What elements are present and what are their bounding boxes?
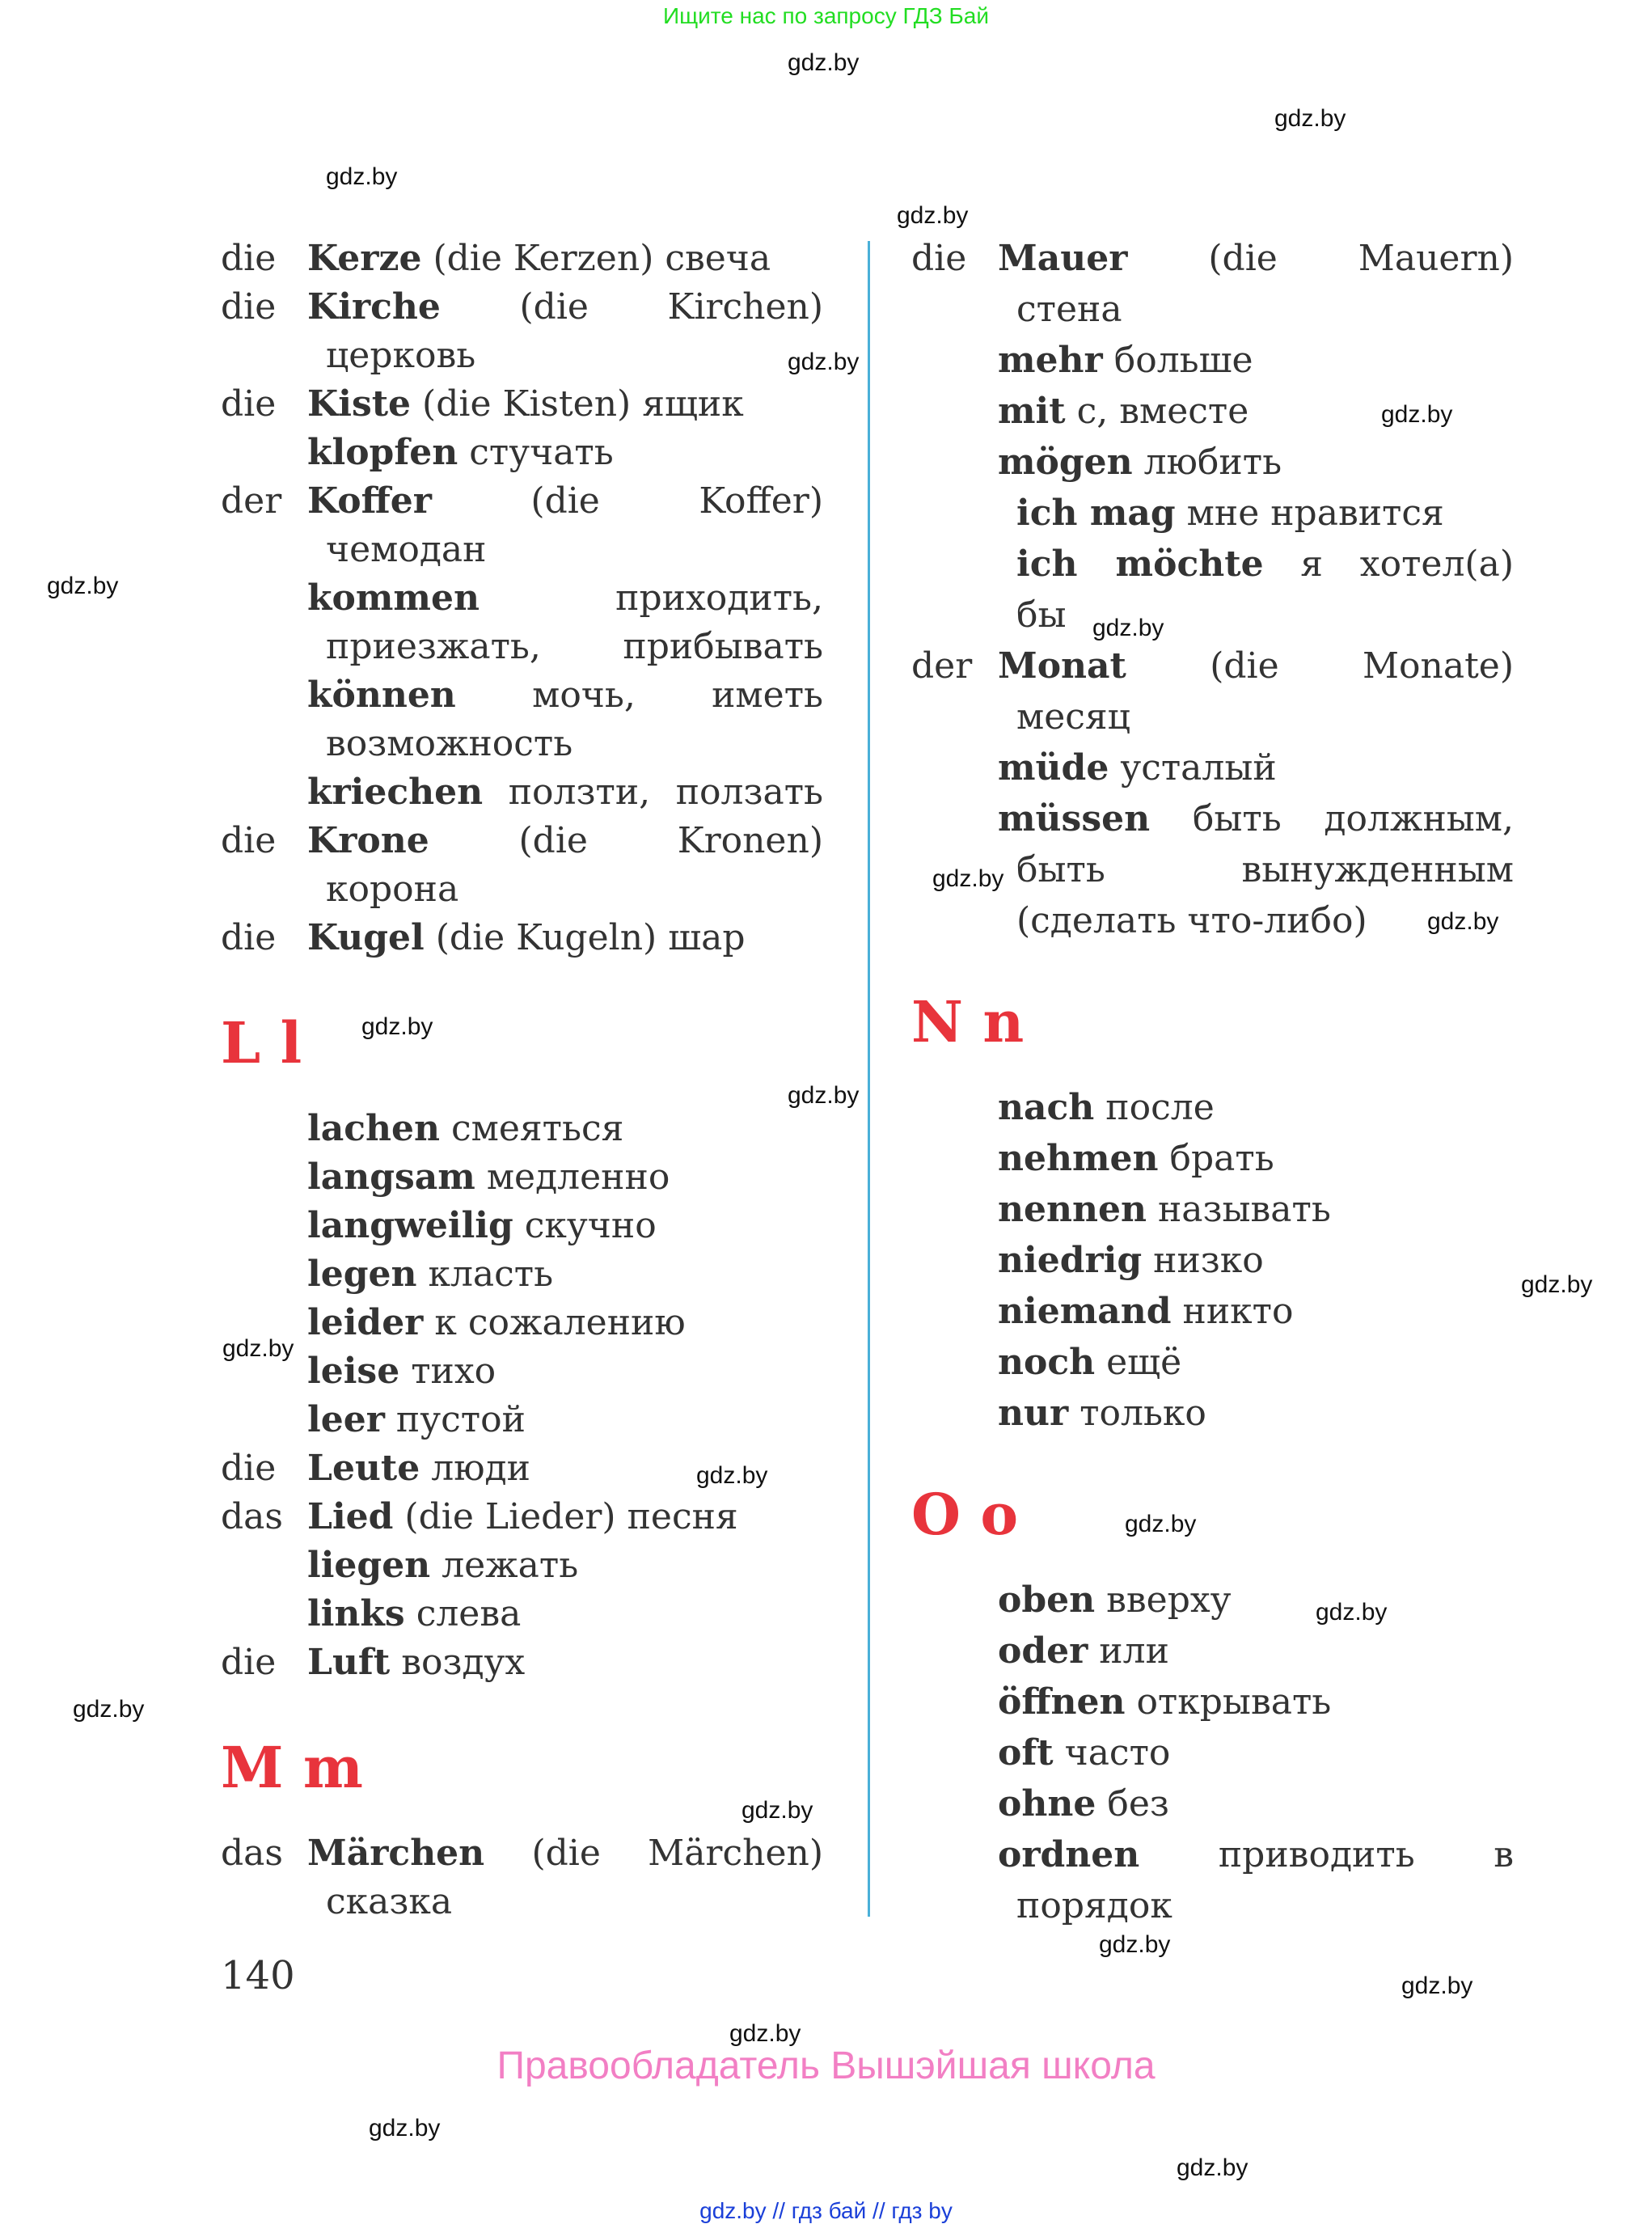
translation: любить (1143, 442, 1282, 483)
dictionary-line (221, 332, 823, 380)
dictionary-line (911, 1337, 1514, 1388)
dictionary-line (221, 817, 823, 865)
entry-text (1016, 590, 1514, 641)
entry-text (1016, 691, 1514, 742)
translation: (die Kronen) (518, 820, 823, 861)
headword: ordnen (998, 1834, 1140, 1875)
watermark: gdz.by (897, 202, 969, 229)
dictionary-line (911, 1727, 1514, 1778)
translation: только (1080, 1393, 1206, 1434)
watermark: gdz.by (1274, 105, 1346, 132)
dictionary-line (911, 895, 1514, 946)
dictionary-line (221, 1396, 823, 1444)
dictionary-line (221, 1202, 823, 1250)
translation: после (1105, 1087, 1215, 1128)
entry-text (998, 437, 1514, 488)
translation: класть (428, 1254, 554, 1295)
watermark: gdz.by (1125, 1511, 1197, 1537)
translation: открывать (1136, 1681, 1332, 1723)
headword: Kerze (307, 238, 422, 279)
dictionary-line (911, 335, 1514, 386)
dictionary-column-left (221, 235, 823, 2000)
headword: oben (998, 1579, 1096, 1621)
translation: тихо (411, 1351, 496, 1392)
dictionary-line (221, 914, 823, 962)
translation: (die Kerzen) свеча (433, 238, 771, 279)
dictionary-line (911, 1082, 1514, 1133)
article: der (911, 645, 973, 687)
entry-text (998, 233, 1514, 284)
dictionary-line (911, 742, 1514, 793)
entry-text (998, 1676, 1514, 1727)
watermark: gdz.by (1316, 1599, 1388, 1626)
translation: слева (416, 1593, 522, 1634)
translation: или (1099, 1630, 1169, 1672)
headword: Lied (307, 1496, 394, 1537)
translation: (die Lieder) песня (404, 1496, 738, 1537)
dictionary-line (221, 477, 823, 526)
entry-text (307, 1299, 823, 1347)
translation: ещё (1106, 1342, 1182, 1383)
translation: скучно (524, 1205, 657, 1246)
entry-text (326, 1878, 823, 1926)
article: die (221, 238, 277, 279)
translation: (die Monate) (1210, 645, 1514, 687)
article: der (221, 480, 282, 522)
article: das (221, 1833, 283, 1874)
headword: Kiste (307, 383, 412, 425)
dictionary-line (221, 1105, 823, 1153)
dictionary-line (221, 1878, 823, 1926)
translation: стучать (469, 432, 614, 473)
headword: müssen (998, 798, 1151, 839)
entry-text (307, 1638, 823, 1687)
headword: Leute (307, 1448, 420, 1489)
translation: (die Kirchen) (519, 286, 823, 328)
translation: возможность (326, 723, 573, 764)
entry-text (998, 1727, 1514, 1778)
entry-text (307, 1396, 823, 1444)
entry-text (998, 1082, 1514, 1133)
dictionary-line (911, 1388, 1514, 1439)
dictionary-line (911, 590, 1514, 641)
translation: корона (326, 869, 459, 910)
dictionary-line (911, 1626, 1514, 1676)
entry-text (1016, 284, 1514, 335)
letter-heading: M m (221, 1734, 363, 1801)
dictionary-line (911, 1880, 1514, 1931)
dictionary-line (221, 1541, 823, 1590)
headword: ohne (998, 1783, 1096, 1824)
translation: лежать (442, 1545, 579, 1586)
entry-text (998, 1626, 1514, 1676)
translation: (die Märchen) (531, 1833, 823, 1874)
translation: месяц (1016, 696, 1130, 738)
watermark: gdz.by (932, 865, 1004, 892)
headword: nennen (998, 1189, 1147, 1230)
translation: порядок (1016, 1885, 1172, 1926)
translation: ползти, ползать (508, 772, 823, 813)
dictionary-line (221, 1493, 823, 1541)
headword: ich mag (1016, 493, 1176, 534)
entry-text (307, 914, 823, 962)
headword: Kirche (307, 286, 441, 328)
watermark: gdz.by (47, 573, 119, 599)
headword: Luft (307, 1642, 391, 1683)
watermark: gdz.by (1427, 908, 1499, 935)
watermark: gdz.by (1099, 1931, 1171, 1958)
dictionary-line (911, 488, 1514, 539)
watermark: gdz.by (361, 1013, 433, 1040)
translation: (die Mauern) (1208, 238, 1514, 279)
entry-text (326, 526, 823, 574)
translation: без (1107, 1783, 1169, 1824)
column-divider (868, 241, 870, 1917)
entry-text (326, 865, 823, 914)
headword: niedrig (998, 1240, 1143, 1281)
translation: мочь, иметь (532, 674, 823, 716)
translation: приезжать, прибывать (326, 626, 823, 667)
letter-heading: N n (911, 988, 1025, 1055)
watermark: gdz.by (788, 49, 860, 76)
headword: nach (998, 1087, 1095, 1128)
dictionary-line (911, 437, 1514, 488)
watermark: gdz.by (788, 1082, 860, 1109)
dictionary-line (911, 233, 1514, 284)
translation: к сожалению (434, 1302, 686, 1343)
headword: legen (307, 1254, 417, 1295)
entry-text (307, 1202, 823, 1250)
dictionary-line (221, 1829, 823, 1878)
dictionary-line (221, 671, 823, 720)
dictionary-line (911, 1778, 1514, 1829)
entry-text (326, 332, 823, 380)
dictionary-line (221, 1347, 823, 1396)
headword: langsam (307, 1156, 475, 1198)
entry-text (998, 793, 1514, 844)
headword: Märchen (307, 1833, 485, 1874)
translation: церковь (326, 335, 476, 376)
article: die (911, 238, 967, 279)
translation: никто (1182, 1291, 1294, 1332)
entry-text (307, 1541, 823, 1590)
watermark: gdz.by (1177, 2154, 1249, 2181)
headword: Koffer (307, 480, 432, 522)
page-number: 140 (221, 1953, 295, 1998)
translation: больше (1113, 340, 1253, 381)
dictionary-line (221, 720, 823, 768)
dictionary-line (911, 1676, 1514, 1727)
entry-text (998, 1337, 1514, 1388)
dictionary-line (911, 284, 1514, 335)
dictionary-line (911, 793, 1514, 844)
dictionary-line (221, 526, 823, 574)
copyright-holder: Правообладатель Вышэйшая школа (496, 2044, 1156, 2087)
headword: links (307, 1593, 405, 1634)
dictionary-line (911, 1575, 1514, 1626)
watermark: gdz.by (1401, 1972, 1473, 1999)
headword: mit (998, 391, 1066, 432)
translation: (die Koffer) (530, 480, 823, 522)
entry-text (998, 1388, 1514, 1439)
watermark: gdz.by (1092, 615, 1164, 641)
headword: mehr (998, 340, 1103, 381)
translation: быть должным, (1192, 798, 1514, 839)
translation: медленно (486, 1156, 670, 1198)
entry-text (998, 335, 1514, 386)
article: die (221, 917, 277, 958)
entry-text (307, 1153, 823, 1202)
article: die (221, 383, 277, 425)
entry-text (998, 1829, 1514, 1880)
entry-text (998, 1184, 1514, 1235)
dictionary-line (221, 623, 823, 671)
headword: klopfen (307, 432, 458, 473)
headword: lachen (307, 1108, 440, 1149)
article: die (221, 286, 277, 328)
entry-text (326, 623, 823, 671)
headword: leer (307, 1399, 385, 1440)
entry-text (998, 641, 1514, 691)
watermark: gdz.by (222, 1335, 294, 1362)
translation: мне нравится (1186, 493, 1444, 534)
translation: я хотел(а) (1300, 543, 1514, 585)
headword: öffnen (998, 1681, 1126, 1723)
translation: вверху (1106, 1579, 1232, 1621)
headword: Kugel (307, 917, 425, 958)
translation: (die Kisten) ящик (422, 383, 744, 425)
watermark: gdz.by (741, 1797, 813, 1824)
watermark: gdz.by (788, 349, 860, 375)
watermark: gdz.by (73, 1696, 145, 1723)
dictionary-line (221, 235, 823, 283)
article: die (221, 820, 277, 861)
headword: leise (307, 1351, 400, 1392)
article: das (221, 1496, 283, 1537)
headword: nur (998, 1393, 1069, 1434)
translation: чемодан (326, 529, 487, 570)
translation: усталый (1120, 747, 1277, 789)
entry-text (307, 817, 823, 865)
entry-text (307, 1250, 823, 1299)
translation: приводить в (1218, 1834, 1514, 1875)
headword: können (307, 674, 456, 716)
entry-text (998, 1778, 1514, 1829)
headword: mögen (998, 442, 1133, 483)
translation: (сделать что-либо) (1016, 900, 1367, 941)
article: die (221, 1642, 277, 1683)
entry-text (307, 235, 823, 283)
translation: бы (1016, 594, 1067, 636)
watermark: gdz.by (369, 2115, 441, 2142)
entry-text (307, 283, 823, 332)
entry-text (307, 1105, 823, 1153)
footer-links[interactable]: gdz.by // гдз бай // гдз by (699, 2198, 953, 2223)
translation: люди (431, 1448, 530, 1489)
entry-text (1016, 1880, 1514, 1931)
dictionary-line (221, 865, 823, 914)
dictionary-line (221, 1299, 823, 1347)
dictionary-line (221, 768, 823, 817)
translation: брать (1169, 1138, 1274, 1179)
headword: Krone (307, 820, 429, 861)
entry-text (307, 1493, 823, 1541)
entry-text (998, 742, 1514, 793)
headword: kriechen (307, 772, 484, 813)
entry-text (998, 1286, 1514, 1337)
dictionary-line (911, 641, 1514, 691)
translation: низко (1153, 1240, 1264, 1281)
dictionary-line (221, 1153, 823, 1202)
translation: стена (1016, 289, 1122, 330)
dictionary-line (221, 429, 823, 477)
entry-text (998, 1133, 1514, 1184)
headword: müde (998, 747, 1109, 789)
entry-text (307, 671, 823, 720)
dictionary-line (911, 691, 1514, 742)
dictionary-line (911, 1184, 1514, 1235)
entry-text (307, 429, 823, 477)
translation: смеяться (451, 1108, 624, 1149)
dictionary-line (221, 574, 823, 623)
entry-text (307, 380, 823, 429)
dictionary-line (911, 1286, 1514, 1337)
translation: называть (1157, 1189, 1331, 1230)
dictionary-line (221, 1638, 823, 1687)
dictionary-line (221, 380, 823, 429)
entry-text (1016, 539, 1514, 590)
dictionary-column-right (911, 233, 1514, 1931)
translation: часто (1064, 1732, 1171, 1774)
dictionary-line (911, 1829, 1514, 1880)
dictionary-line (911, 539, 1514, 590)
translation: быть вынужденным (1016, 849, 1514, 890)
headword: niemand (998, 1291, 1172, 1332)
translation: воздух (401, 1642, 526, 1683)
entry-text (1016, 844, 1514, 895)
dictionary-line (911, 1235, 1514, 1286)
headword: Mauer (998, 238, 1128, 279)
entry-text (307, 1829, 823, 1878)
entry-text (326, 720, 823, 768)
translation: (die Kugeln) шар (435, 917, 746, 958)
watermark: gdz.by (1521, 1271, 1593, 1298)
watermark: gdz.by (1381, 401, 1453, 428)
letter-heading: O o (911, 1481, 1019, 1548)
watermark: gdz.by (729, 2020, 801, 2047)
entry-text (1016, 488, 1514, 539)
entry-text (998, 1235, 1514, 1286)
entry-text (307, 1347, 823, 1396)
entry-text (307, 768, 823, 817)
headword: ich möchte (1016, 543, 1264, 585)
translation: пустой (395, 1399, 526, 1440)
translation: с, вместе (1076, 391, 1249, 432)
watermark: gdz.by (326, 163, 398, 190)
headword: langweilig (307, 1205, 513, 1246)
headword: liegen (307, 1545, 431, 1586)
headword: noch (998, 1342, 1096, 1383)
search-hint: Ищите нас по запросу ГДЗ Бай (662, 3, 990, 28)
headword: Monat (998, 645, 1126, 687)
translation: сказка (326, 1881, 453, 1922)
headword: kommen (307, 577, 480, 619)
entry-text (307, 477, 823, 526)
headword: leider (307, 1302, 424, 1343)
dictionary-line (221, 1250, 823, 1299)
headword: oder (998, 1630, 1088, 1672)
entry-text (998, 1575, 1514, 1626)
dictionary-line (221, 283, 823, 332)
headword: nehmen (998, 1138, 1159, 1179)
dictionary-line (221, 1590, 823, 1638)
entry-text (307, 574, 823, 623)
headword: oft (998, 1732, 1054, 1774)
entry-text (307, 1590, 823, 1638)
article: die (221, 1448, 277, 1489)
dictionary-line (911, 1133, 1514, 1184)
translation: приходить, (615, 577, 823, 619)
letter-heading: L l (221, 1009, 302, 1076)
watermark: gdz.by (696, 1462, 768, 1489)
